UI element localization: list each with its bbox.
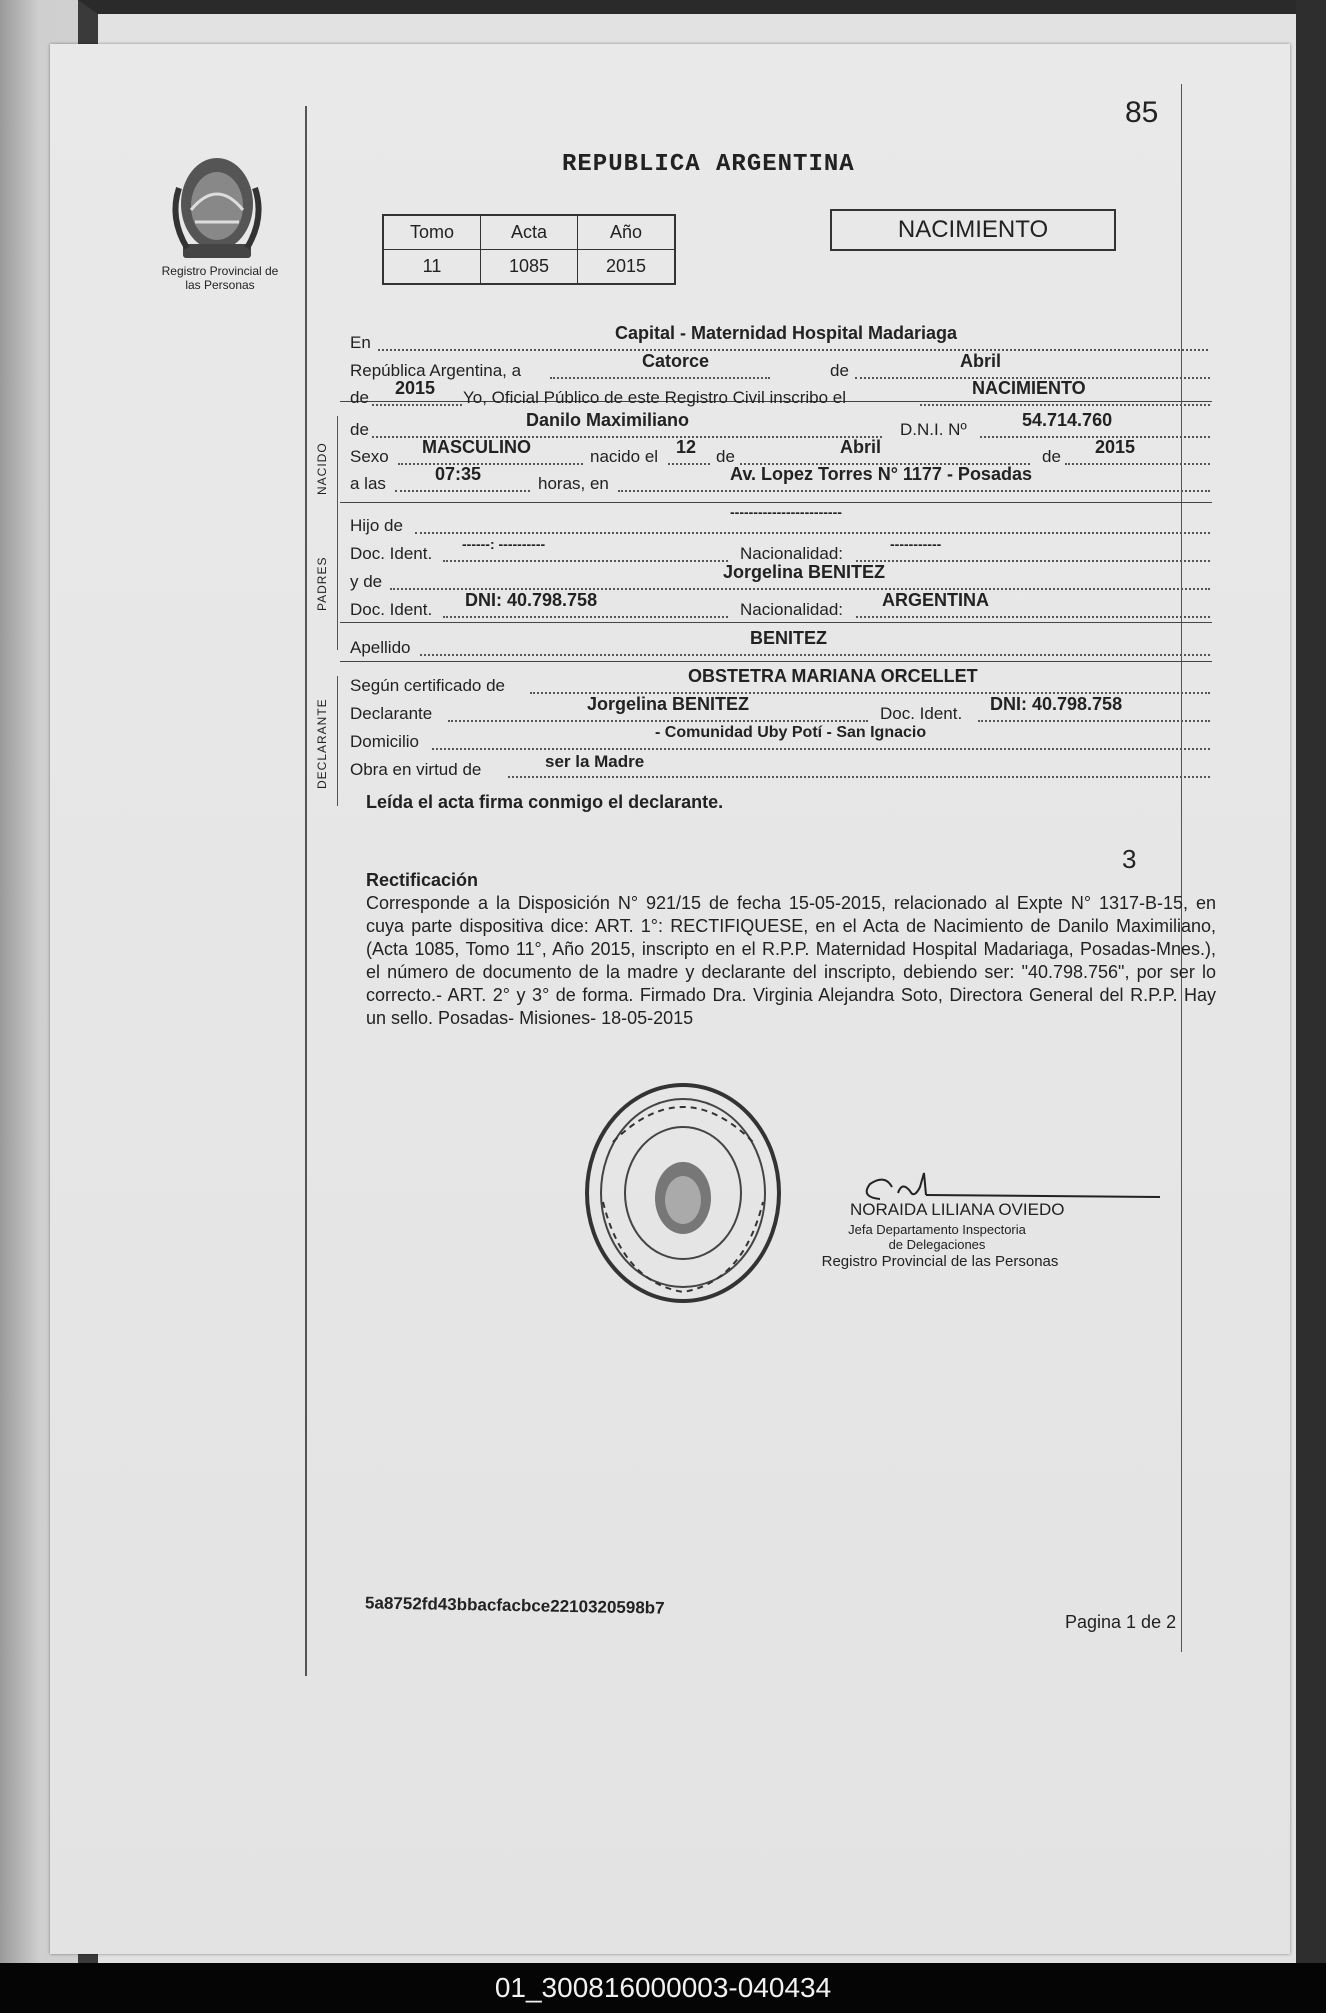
org-name: Registro Provincial de las Personas <box>161 264 279 292</box>
field-label: Declarante <box>350 704 433 723</box>
field-label: de <box>350 388 369 407</box>
inscription-text: Yo, Oficial Público de este Registro Civil inscribo el <box>463 388 846 407</box>
field-value-birth-day: 12 <box>676 437 697 457</box>
field-value-month: Abril <box>960 351 1002 371</box>
dotted-line <box>443 616 728 618</box>
dotted-line <box>448 720 868 722</box>
rectification-title: Rectificación <box>366 870 479 890</box>
field-value-year: 2015 <box>395 378 436 398</box>
field-value-dni: 54.714.760 <box>1022 410 1113 430</box>
field-label: de <box>350 420 369 439</box>
field-label: Nacionalidad: <box>740 544 844 563</box>
signatory-name: NORAIDA LILIANA OVIEDO <box>850 1200 1065 1219</box>
field-value-obra: ser la Madre <box>545 752 645 771</box>
dotted-line <box>668 463 710 465</box>
pagination: Pagina 1 de 2 <box>1065 1612 1177 1632</box>
field-label: D.N.I. Nº <box>900 420 967 439</box>
field-en <box>350 323 1210 355</box>
registry-table <box>382 214 676 285</box>
dotted-line <box>920 404 1210 406</box>
padres-bracket <box>337 520 338 650</box>
field-label: de <box>716 447 735 466</box>
field-label: Hijo de <box>350 516 403 535</box>
signatory-title: Jefa Departamento Inspectoria <box>848 1222 1026 1237</box>
dotted-line <box>856 616 1210 618</box>
table-header-acta: Acta <box>481 215 578 250</box>
field-mother-doc <box>350 590 1210 622</box>
left-margin-line <box>305 106 307 1676</box>
dotted-line <box>550 377 770 379</box>
field-value-address: - Comunidad Uby Potí - San Ignacio <box>655 724 927 741</box>
field-label: y de <box>350 572 383 591</box>
field-label: Doc. Ident. <box>350 544 433 563</box>
field-father <box>350 504 1210 538</box>
signatory-organization: Registro Provincial de las Personas <box>821 1253 1059 1270</box>
field-label: Nacionalidad: <box>740 600 844 619</box>
right-margin-line <box>1181 84 1182 1652</box>
dotted-line <box>398 463 583 465</box>
table-value-tomo: 11 <box>383 250 481 285</box>
rectification-number: 3 <box>1122 844 1137 874</box>
field-value-place: Capital - Maternidad Hospital Madariaga <box>615 323 958 343</box>
dotted-line <box>395 490 530 492</box>
field-value-mother: Jorgelina BENITEZ <box>723 562 886 582</box>
table-header-anio: Año <box>578 215 676 250</box>
side-label-padres: PADRES <box>315 556 329 612</box>
dotted-line <box>415 532 1210 534</box>
field-value-time: 07:35 <box>435 464 482 484</box>
field-label: En <box>350 333 371 352</box>
document-hash: 5a8752fd43bbacfacbce2210320598b7 <box>364 1593 665 1618</box>
section-divider <box>340 502 1212 503</box>
misiones-coat-of-arms-icon <box>165 148 269 270</box>
scan-file-id: 01_300816000003-040434 <box>0 1963 1326 2013</box>
side-label-declarante: DECLARANTE <box>315 698 329 790</box>
field-value-father: ------------------------ <box>730 504 842 520</box>
field-value-declarant-doc: DNI: 40.798.758 <box>990 694 1123 714</box>
field-label: Según certificado de <box>350 676 505 695</box>
page-number: 85 <box>1125 96 1159 129</box>
field-label: Sexo <box>350 447 389 466</box>
field-label: de <box>830 361 849 380</box>
field-value-mother-nationality: ARGENTINA <box>882 590 989 610</box>
field-declarant <box>350 694 1210 726</box>
field-obra <box>350 752 1210 782</box>
field-label: Apellido <box>350 638 411 657</box>
field-label: Doc. Ident. <box>350 600 433 619</box>
dotted-line <box>508 776 1210 778</box>
dotted-line <box>372 404 462 406</box>
field-label: Obra en virtud de <box>350 760 482 779</box>
field-value-event: NACIMIENTO <box>972 378 1086 398</box>
record-type-box: NACIMIENTO <box>830 209 1116 251</box>
binder-edge <box>1296 0 1326 1963</box>
signature-statement: Leída el acta firma conmigo el declarante. <box>366 792 724 812</box>
field-value-certificate: OBSTETRA MARIANA ORCELLET <box>688 666 978 686</box>
field-value-surname: BENITEZ <box>750 628 828 648</box>
field-label: República Argentina, a <box>350 361 522 380</box>
field-value-child-name: Danilo Maximiliano <box>526 410 690 430</box>
field-label: de <box>1042 447 1061 466</box>
dotted-line <box>978 720 1210 722</box>
table-header-tomo: Tomo <box>383 215 481 250</box>
field-label: horas, en <box>538 474 609 493</box>
field-value-declarant: Jorgelina BENITEZ <box>587 694 750 714</box>
field-value-birth-month: Abril <box>840 437 882 457</box>
field-label: Domicilio <box>350 732 419 751</box>
nacido-bracket <box>337 416 338 520</box>
field-value-father-doc: ------: ---------- <box>462 536 546 552</box>
field-value-day: Catorce <box>642 351 710 371</box>
field-value-birth-address: Av. Lopez Torres N° 1177 - Posadas <box>730 464 1032 484</box>
table-value-acta: 1085 <box>481 250 578 285</box>
side-label-nacido: NACIDO <box>315 442 329 496</box>
field-value-mother-doc: DNI: 40.798.758 <box>465 590 598 610</box>
field-label: nacido el <box>590 447 659 466</box>
field-label: a las <box>350 474 386 493</box>
certificate-page <box>50 44 1290 1954</box>
table-value-anio: 2015 <box>578 250 676 285</box>
section-divider <box>340 622 1212 623</box>
field-value-birth-year: 2015 <box>1095 437 1136 457</box>
field-inscription <box>350 378 1210 410</box>
dotted-line <box>1065 463 1210 465</box>
declarante-bracket <box>337 676 338 806</box>
dotted-line <box>378 349 1208 351</box>
dotted-line <box>618 490 1210 492</box>
field-time-place <box>350 464 1210 496</box>
dotted-line <box>420 654 1210 656</box>
field-address <box>350 724 1210 754</box>
field-label: Doc. Ident. <box>880 704 963 723</box>
field-value-sex: MASCULINO <box>422 437 531 457</box>
rectification-body: Corresponde a la Disposición N° 921/15 de fecha 15-05-2015, relacionado al Expte N° 1317-B-15, en cuya parte dispositiva dice: ART. 1°: RECTIFIQUESE, en el Acta de Nacimiento de Danilo Maximiliano, (Acta 1085, Tomo 11°, Año 2015, inscripto en el R.P.P. Maternidad Hospital Madariaga, Posadas-Mnes.), el número de documento de la madre y declarante del inscripto, debiendo ser: "40.798.756", por ser lo correcto.- ART. 2° y 3° de forma. Firmado Dra. Virginia Alejandra Soto, Directora General del R.P.P. Hay un sello. Posadas- Misiones- 18-05-2015 <box>366 893 1216 1028</box>
dotted-line <box>443 560 728 562</box>
field-value-father-nationality: ----------- <box>890 536 942 552</box>
signatory-department: de Delegaciones <box>888 1237 986 1252</box>
dotted-line <box>856 560 1210 562</box>
official-seal-stamp <box>583 1082 783 1304</box>
section-divider <box>340 661 1212 662</box>
country-title: REPUBLICA ARGENTINA <box>562 151 855 178</box>
field-surname <box>350 628 1210 660</box>
dotted-line <box>432 748 1210 750</box>
